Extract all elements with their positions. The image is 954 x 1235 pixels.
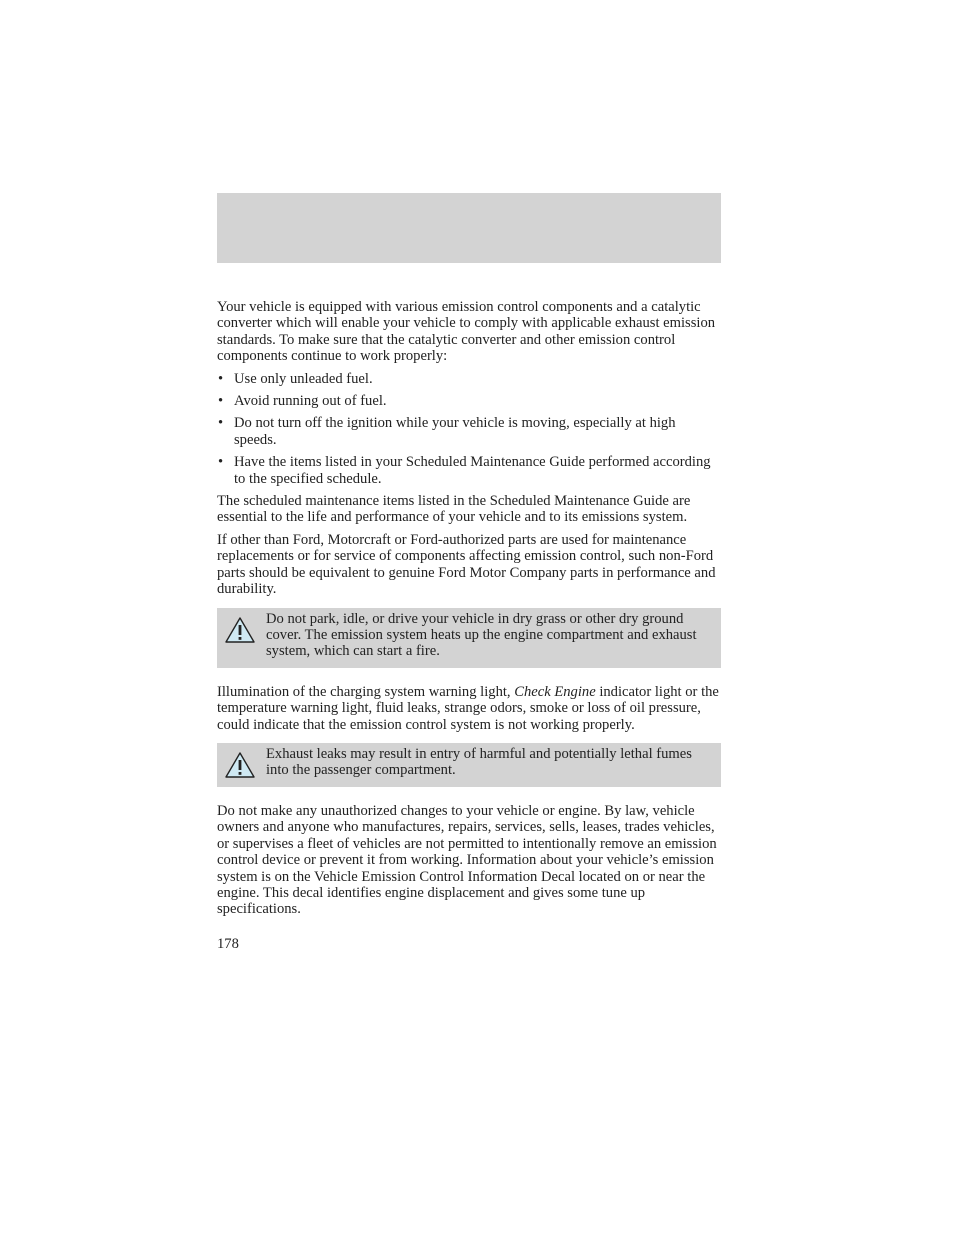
exhaust-warning-box (217, 743, 721, 787)
intro-paragraph: Your vehicle is equipped with various emission control components and a catalytic converter which will enable your vehicle to comply with applicable exhaust emission standards. To make sure that the catalytic converter and other emission control components continue to work properly: (217, 299, 716, 365)
warning-triangle-icon (224, 751, 256, 779)
list-item (217, 454, 721, 487)
bullet-symbol: • (218, 370, 224, 387)
list-item-text: Do not turn off the ignition while your vehicle is moving, especially at high speeds. (234, 415, 676, 448)
list-item (217, 415, 721, 448)
illumination-text-start: Illumination of the charging system warning light, (217, 683, 515, 700)
bullet-symbol: • (218, 415, 224, 432)
list-item-text: Use only unleaded fuel. (234, 370, 373, 387)
scheduled-maintenance-paragraph: The scheduled maintenance items listed in the Scheduled Maintenance Guide are essential to the life and performance of your vehicle and to its emissions system. (217, 493, 691, 526)
page-number: 178 (217, 935, 239, 952)
bullet-symbol: • (218, 393, 224, 410)
warning-text: Exhaust leaks may result in entry of harmful and potentially lethal fumes into the passenger compartment. (266, 745, 692, 779)
section-header-band (217, 193, 721, 263)
emission-care-list (217, 371, 721, 487)
page-content (217, 299, 721, 952)
unauthorized-changes-paragraph: Do not make any unauthorized changes to your vehicle or engine. By law, vehicle owners and anyone who manufactures, repairs, services, sells, leases, trades vehicles, or supervises a fleet of vehicles are not permitted to intentionally remove an emission control device or prevent it from working. Information about your vehicle’s emission system is on the Vehicle Emission Control Information Decal located on or near the engine. This decal identifies engine displacement and gives some tune up specifications. (217, 802, 717, 918)
illumination-text-end: indicator light or the temperature warning light, fluid leaks, strange odors, smoke or loss of oil pressure, could indicate that the emission control system is not working properly. (217, 683, 719, 733)
list-item (217, 393, 721, 409)
replacement-parts-paragraph: If other than Ford, Motorcraft or Ford-authorized parts are used for maintenance replacements or for service of components affecting emission control, such non-Ford parts should be equivalent to genuine Ford Motor Company parts in performance and durability. (217, 531, 716, 598)
list-item-text: Have the items listed in your Scheduled Maintenance Guide performed according to the specified schedule. (234, 454, 711, 487)
list-item (217, 371, 721, 387)
check-engine-term: Check Engine (514, 683, 596, 700)
warning-triangle-icon (224, 616, 256, 644)
bullet-symbol: • (218, 454, 224, 471)
illumination-paragraph (217, 684, 721, 733)
fire-warning-box (217, 608, 721, 668)
warning-text: Do not park, idle, or drive your vehicle in dry grass or other dry ground cover. The emission system heats up the engine compartment and exhaust system, which can start a fire. (266, 610, 697, 660)
list-item-text: Avoid running out of fuel. (234, 393, 387, 410)
